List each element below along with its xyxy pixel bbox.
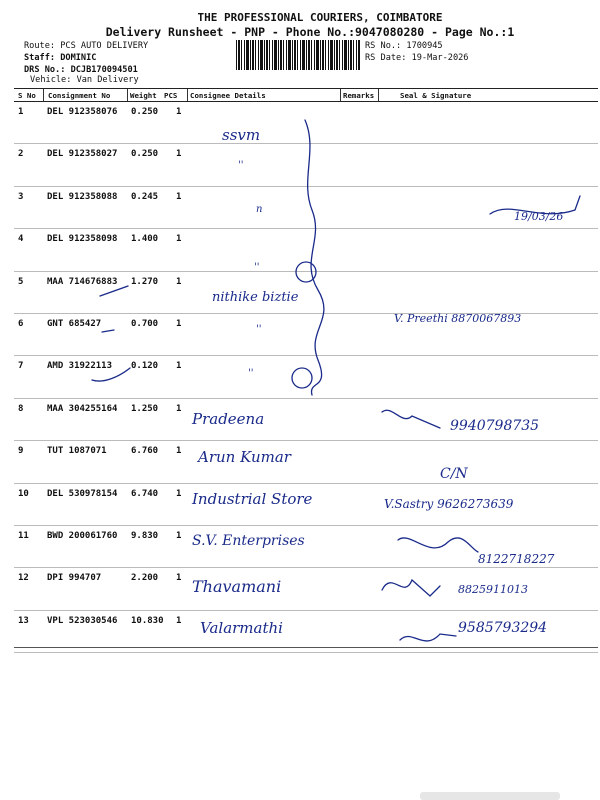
cell-weight: 9.830: [131, 530, 159, 541]
cell-sno: 12: [18, 573, 29, 584]
cell-weight: 2.200: [131, 573, 159, 584]
cell-consignment: DEL 912358027: [47, 149, 118, 160]
handwritten-consignee: nithike biztie: [212, 290, 299, 305]
handwritten-consignee: Arun Kumar: [198, 448, 291, 466]
cell-sno: 10: [18, 488, 29, 499]
cell-weight: 1.250: [131, 403, 159, 414]
cell-sno: 6: [18, 318, 24, 329]
cell-consignment: VPL 523030546: [47, 615, 118, 626]
handwritten-consignee: '': [256, 324, 262, 335]
handwritten-signature: V. Preethi 8870067893: [394, 312, 522, 325]
cell-pcs: 1: [176, 149, 182, 160]
cell-sno: 4: [18, 234, 24, 245]
cell-pcs: 1: [176, 234, 182, 245]
handwritten-consignee: ssvm: [222, 126, 261, 144]
cell-weight: 1.270: [131, 276, 159, 287]
cell-consignment: DEL 912358076: [47, 107, 118, 117]
handwritten-signature: 8825911013: [458, 583, 528, 596]
cell-sno: 1: [18, 107, 24, 117]
cell-weight: 0.120: [131, 361, 159, 372]
cell-weight: 6.740: [131, 488, 159, 499]
cell-pcs: 1: [176, 530, 182, 541]
drs-number: DRS No.: DCJB170094501: [24, 65, 138, 75]
rs-date: RS Date: 19-Mar-2026: [365, 53, 469, 63]
scan-edge-mark: [420, 792, 560, 800]
staff-text: Staff: DOMINIC: [24, 53, 97, 63]
cell-weight: 6.760: [131, 446, 159, 457]
signature-stroke: [490, 196, 580, 214]
handwritten-consignee: '': [238, 160, 244, 171]
cell-sno: 9: [18, 446, 24, 457]
cell-consignment: MAA 304255164: [47, 403, 118, 414]
cell-sno: 5: [18, 276, 24, 287]
handwritten-consignee: Pradeena: [192, 410, 265, 428]
col-consignee: Consignee Details: [190, 91, 266, 100]
signature-stroke: [398, 538, 478, 552]
cell-weight: 0.245: [131, 191, 159, 202]
cell-sno: 11: [18, 530, 29, 541]
col-seal: Seal & Signature: [400, 91, 472, 100]
signature-stroke: [382, 410, 440, 428]
col-remarks: Remarks: [343, 91, 375, 100]
cell-sno: 8: [18, 403, 24, 414]
cell-weight: 1.400: [131, 234, 159, 245]
cell-pcs: 1: [176, 573, 182, 584]
route-text: Route: PCS AUTO DELIVERY: [24, 41, 149, 51]
cell-pcs: 1: [176, 318, 182, 329]
cell-consignment: GNT 685427: [47, 318, 102, 329]
handwritten-consignee: Thavamani: [192, 577, 282, 596]
cell-pcs: 1: [176, 615, 182, 626]
cell-sno: 13: [18, 615, 29, 626]
handwritten-signature: 9585793294: [458, 620, 548, 636]
cell-consignment: MAA 714676883: [47, 276, 118, 287]
handwritten-consignee: n: [256, 204, 263, 215]
col-weight: Weight: [130, 91, 157, 100]
cell-consignment: AMD 31922113: [47, 361, 113, 372]
handwritten-signature: 9940798735: [450, 418, 540, 434]
runsheet-subtitle: Delivery Runsheet - PNP - Phone No.:9047080280 - Page No.:1: [105, 25, 515, 39]
handwritten-consignee: Valarmathi: [200, 619, 283, 637]
cell-consignment: DEL 530978154: [47, 488, 118, 499]
handwritten-signature: V.Sastry 9626273639: [384, 497, 514, 511]
signature-stroke: [382, 580, 440, 596]
handwritten-signature: 8122718227: [478, 552, 555, 566]
vehicle-text: Vehicle: Van Delivery: [30, 75, 139, 85]
cell-weight: 0.250: [131, 107, 159, 117]
cell-sno: 3: [18, 191, 24, 202]
handwritten-consignee: '': [254, 262, 260, 273]
signature-stroke: [400, 634, 456, 641]
cell-pcs: 1: [176, 361, 182, 372]
cell-pcs: 1: [176, 446, 182, 457]
cell-consignment: DPI 994707: [47, 573, 102, 584]
cell-consignment: DEL 912358088: [47, 191, 118, 202]
cell-pcs: 1: [176, 107, 182, 117]
col-sno: S No: [18, 91, 36, 100]
ditto-line-stroke: [305, 120, 324, 395]
cell-pcs: 1: [176, 191, 182, 202]
tick-mark-stroke: [102, 330, 114, 332]
circled-mark-stroke: [296, 262, 316, 282]
cell-weight: 10.830: [131, 615, 164, 626]
col-pcs: PCS: [164, 91, 178, 100]
handwritten-consignee: '': [248, 368, 254, 379]
handwritten-consignee: Industrial Store: [192, 490, 313, 508]
cell-pcs: 1: [176, 403, 182, 414]
cell-consignment: DEL 912358098: [47, 234, 118, 245]
circled-mark-stroke: [292, 368, 312, 388]
rs-number: RS No.: 1700945: [365, 41, 443, 51]
handwritten-consignee: S.V. Enterprises: [192, 533, 305, 549]
handwritten-date: 19/03/26: [514, 210, 564, 223]
cell-weight: 0.250: [131, 149, 159, 160]
tick-mark-stroke: [100, 286, 128, 296]
cell-sno: 2: [18, 149, 24, 160]
cell-consignment: BWD 200061760: [47, 530, 118, 541]
cell-pcs: 1: [176, 488, 182, 499]
handwritten-signature: C/N: [440, 466, 468, 482]
cell-consignment: TUT 1087071: [47, 446, 107, 457]
cell-pcs: 1: [176, 276, 182, 287]
col-consignment: Consignment No: [48, 91, 111, 100]
company-title: THE PROFESSIONAL COURIERS, COIMBATORE: [197, 11, 443, 24]
cell-weight: 0.700: [131, 318, 159, 329]
cell-sno: 7: [18, 361, 24, 372]
tick-mark-stroke: [92, 368, 130, 381]
